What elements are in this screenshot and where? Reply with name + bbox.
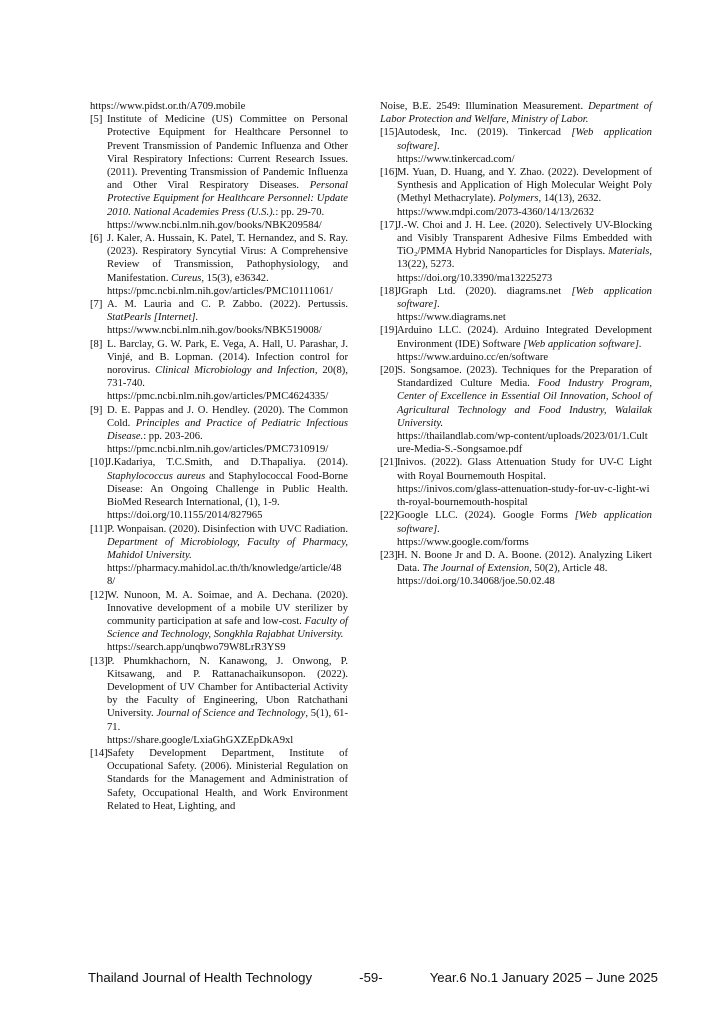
- reference-tail: , 5(1), 61-71.: [107, 708, 348, 733]
- reference-url[interactable]: https://pmc.ncbi.nlm.nih.gov/articles/PMC7310919/: [107, 444, 329, 456]
- reference-number: [11]: [90, 523, 108, 535]
- reference-number: [6]: [90, 233, 103, 245]
- reference-number: [9]: [90, 404, 103, 416]
- reference-number: [14]: [90, 747, 108, 759]
- reference-url[interactable]: https://www.mdpi.com/2073-4360/14/13/2632: [397, 206, 595, 218]
- reference-url[interactable]: https://share.google/LxiaGhGXZEpDkA9xl: [107, 734, 294, 746]
- reference-italic: Cureus: [171, 272, 202, 284]
- reference-url[interactable]: https://www.google.com/forms: [397, 536, 529, 548]
- reference-url[interactable]: https://inivos.com/glass-attenuation-study-for-uv-c-light-with-royal-bournemouth-hospital: [397, 483, 650, 509]
- reference-tail: , 13(22), 5273.: [397, 246, 653, 271]
- reference-number: [17]: [380, 219, 398, 231]
- footer-page-number: -59-: [359, 970, 383, 985]
- reference-url[interactable]: https://www.pidst.or.th/A709.mobile: [90, 101, 246, 112]
- reference-italic: Clinical Microbiology and Infection: [155, 365, 315, 377]
- reference-italic: Department of Microbiology, Faculty of Pharmacy, Mahidol University.: [107, 536, 348, 561]
- reference-url[interactable]: https://pmc.ncbi.nlm.nih.gov/articles/PMC10111061/: [107, 285, 333, 297]
- reference-italic: Polymers: [498, 193, 539, 205]
- reference-url[interactable]: https://www.arduino.cc/en/software: [397, 351, 549, 363]
- reference-text: Google LLC. (2024). Google Forms: [397, 510, 568, 522]
- reference-continuation: [380, 100, 652, 126]
- reference-text: L. Barclay, G. W. Park, E. Vega, A. Hall, U. Parashar, J. Vinjé, and B. Lopman. (2014). Infection control for norovirus.: [107, 338, 348, 377]
- reference-text: S. Songsamoe. (2023). Techniques for the Preparation of Standardized Culture Media.: [397, 365, 652, 390]
- reference-entry: [90, 747, 348, 813]
- reference-number: [22]: [380, 510, 398, 522]
- reference-number: [10]: [90, 457, 108, 469]
- reference-text: Arduino LLC. (2024). Arduino Integrated Development Environment (IDE) Software: [397, 325, 652, 350]
- reference-entry: [90, 589, 348, 655]
- reference-text: JGraph Ltd. (2020). diagrams.net: [397, 285, 562, 297]
- reference-tail: and Staphylococcal Food-Borne Disease: An Ongoing Challenge in Public Health. BioMed Research International, (1), 1-9.: [107, 470, 348, 509]
- reference-entry: [90, 655, 348, 747]
- reference-url[interactable]: https://pmc.ncbi.nlm.nih.gov/articles/PMC4624335/: [107, 391, 329, 403]
- reference-entry: [90, 456, 348, 522]
- reference-entry: [90, 232, 348, 298]
- reference-url[interactable]: https://thailandlab.com/wp-content/uploads/2023/01/1.Culture-Media-S.-Songsamoe.pdf: [397, 431, 648, 456]
- reference-number: [18]: [380, 285, 398, 297]
- reference-entry: [380, 219, 652, 285]
- reference-entry: [90, 404, 348, 457]
- reference-url[interactable]: https://doi.org/10.3390/ma13225273: [397, 272, 553, 284]
- reference-italic: Journal of Science and Technology: [156, 708, 306, 720]
- reference-entry: [380, 509, 652, 549]
- reference-url[interactable]: https://doi.org/10.34068/joe.50.02.48: [397, 576, 555, 588]
- reference-text: P. Phumkhachorn, N. Kanawong, J. Onwong, P. Kitsawang, and P. Rattanachaikunsopon. (2022). Development of UV Chamber for Antibacterial Activity by the Faculty of Engineering, Ubon Ratchathani University.: [107, 655, 348, 720]
- reference-number: [15]: [380, 127, 398, 139]
- reference-italic: [Web application software].: [397, 127, 652, 152]
- reference-tail: , 15(3), e36342.: [201, 272, 269, 284]
- reference-url[interactable]: https://www.diagrams.net: [397, 312, 506, 324]
- reference-italic: Faculty of Science and Technology, Songkhla Rajabhat University.: [107, 615, 348, 641]
- references-right-column: [380, 100, 652, 589]
- reference-text: J. Kaler, A. Hussain, K. Patel, T. Hernandez, and S. Ray. (2023). Respiratory Syncytial Virus: A Comprehensive Review of Transmission, Pathophysiology, and Manifestation.: [107, 233, 348, 284]
- reference-number: [12]: [90, 589, 108, 601]
- reference-text: Autodesk, Inc. (2019). Tinkercad: [397, 127, 561, 139]
- reference-italic: The Journal of Extension: [422, 563, 530, 575]
- reference-entry: [90, 298, 348, 338]
- reference-number: [19]: [380, 325, 398, 337]
- right-reference-list: [380, 126, 652, 588]
- reference-text: Noise, B.E. 2549: Illumination Measurement.: [380, 101, 584, 112]
- reference-entry: [90, 113, 348, 232]
- reference-tail: , 14(13), 2632.: [538, 193, 602, 205]
- reference-italic: Personal Protective Equipment for Healthcare Personnel: Update 2010. National Academies Press (U.S.).: [107, 180, 348, 218]
- reference-number: [20]: [380, 365, 398, 377]
- reference-number: [5]: [90, 114, 103, 126]
- reference-italic: [Web application software].: [523, 338, 642, 350]
- reference-url[interactable]: https://www.ncbi.nlm.nih.gov/books/NBK519008/: [107, 325, 322, 337]
- reference-italic: StatPearls [Internet].: [107, 312, 199, 324]
- reference-tail: , 50(2), Article 48.: [529, 563, 608, 575]
- reference-text: Institute of Medicine (US) Committee on Personal Protective Equipment for Healthcare Personnel to Prevent Transmission of Pandemic Influenza and Other Viral Respiratory Infections: Current Research Issues. (2011). Preventing Transmission of Pandemic Influenza and Other Viral Respiratory Diseases.: [107, 114, 348, 192]
- reference-entry: [90, 523, 348, 589]
- reference-number: [13]: [90, 655, 108, 667]
- reference-entry: [380, 324, 652, 364]
- footer-journal-name: Thailand Journal of Health Technology: [88, 970, 313, 985]
- reference-number: [23]: [380, 549, 398, 561]
- reference-italic: Food Industry Program, Center of Excellence in Essential Oil Innovation, School of Agricultural Technology and Food Industry, Walailak University.: [397, 378, 652, 429]
- reference-entry: [380, 364, 652, 456]
- reference-continuation: [90, 100, 348, 113]
- reference-text: Safety Development Department, Institute of Occupational Safety. (2006). Ministerial Regulation on Standards for the Management and Administration of Safety, Occupational Health, and Work Environment Related to Heat, Lighting, and: [107, 747, 348, 812]
- reference-tail: : pp. 203-206.: [143, 431, 203, 443]
- reference-text: W. Nunoon, M. A. Soimae, and A. Dechana. (2020). Innovative development of a mobile UV sterilizer by community participation at safe and low-cost.: [107, 589, 348, 627]
- reference-entry: [380, 285, 652, 325]
- reference-italic: Staphylococcus aureus: [107, 470, 206, 482]
- reference-entry: [90, 338, 348, 404]
- reference-entry: [380, 166, 652, 219]
- reference-url[interactable]: https://search.app/unqbwo79W8LrR3YS9: [107, 642, 286, 654]
- reference-italic: [Web application software].: [397, 510, 652, 535]
- reference-entry: [380, 126, 652, 166]
- reference-text: Inivos. (2022). Glass Attenuation Study for UV-C Light with Royal Bournemouth Hospital.: [397, 457, 652, 482]
- reference-italic: [Web application software].: [397, 285, 652, 311]
- reference-url[interactable]: https://www.tinkercad.com/: [397, 153, 515, 165]
- reference-text: J.Kadariya, T.C.Smith, and D.Thapaliya. (2014).: [107, 457, 348, 469]
- footer-issue: Year.6 No.1 January 2025 – June 2025: [429, 970, 658, 985]
- page-footer: [88, 970, 658, 985]
- reference-number: [8]: [90, 338, 103, 350]
- reference-number: [21]: [380, 457, 398, 469]
- reference-text: D. E. Pappas and J. O. Hendley. (2020). The Common Cold.: [107, 404, 348, 429]
- reference-url[interactable]: https://www.ncbi.nlm.nih.gov/books/NBK209584/: [107, 219, 322, 231]
- reference-number: [7]: [90, 299, 103, 311]
- reference-text: A. M. Lauria and C. P. Zabbo. (2022). Pertussis.: [107, 299, 348, 311]
- reference-url[interactable]: https://doi.org/10.1155/2014/827965: [107, 510, 263, 522]
- references-left-column: [90, 100, 348, 813]
- left-reference-list: [90, 113, 348, 813]
- reference-url[interactable]: https://pharmacy.mahidol.ac.th/th/knowledge/article/488/: [107, 563, 342, 588]
- reference-text: M. Yuan, D. Huang, and Y. Zhao. (2022). Development of Synthesis and Application of High Molecular Weight Poly (Methyl Methacrylate).: [397, 167, 652, 205]
- reference-text: J.-W. Choi and J. H. Lee. (2020). Selectively UV-Blocking and Visibly Transparent Adhesive Films Embedded with TiO₂/PMMA Hybrid Nanoparticles for Displays.: [397, 219, 652, 258]
- reference-tail: , 20(8), 731-740.: [107, 365, 348, 390]
- reference-italic: Principles and Practice of Pediatric Infectious Disease.: [107, 417, 348, 443]
- reference-entry: [380, 549, 652, 589]
- reference-italic: Materials: [608, 246, 650, 258]
- reference-entry: [380, 456, 652, 509]
- reference-text: H. N. Boone Jr and D. A. Boone. (2012). Analyzing Likert Data.: [397, 549, 652, 575]
- reference-italic: Department of Labor Protection and Welfare, Ministry of Labor.: [380, 101, 652, 126]
- reference-tail: : pp. 29-70.: [275, 206, 325, 218]
- reference-number: [16]: [380, 167, 398, 179]
- reference-text: P. Wonpaisan. (2020). Disinfection with UVC Radiation.: [107, 523, 348, 535]
